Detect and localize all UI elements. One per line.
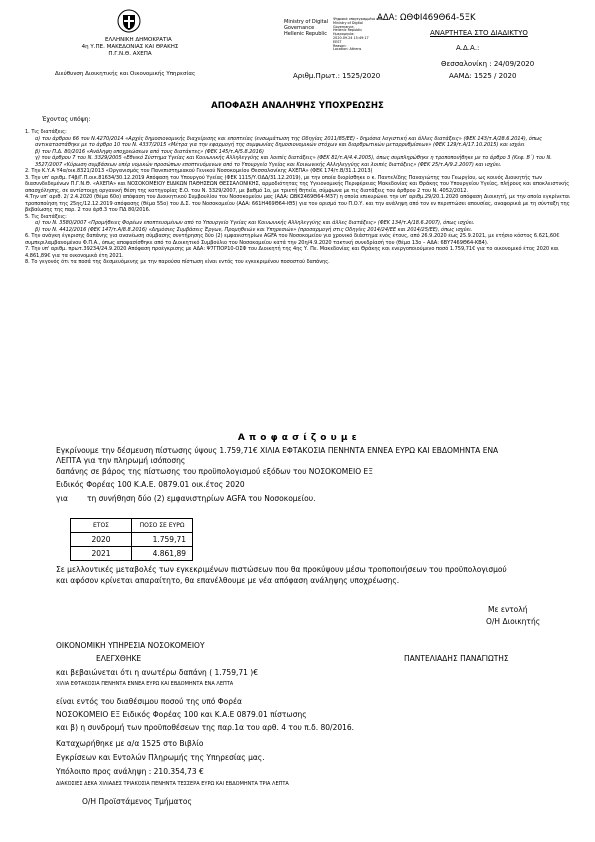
table-header: ΠΟΣΟ ΣΕ ΕΥΡΩ: [132, 519, 193, 533]
signature-role: Ο/Η Διοικητής: [486, 617, 541, 626]
signature-line: Ψηφιακά υπογεγραμμένο από: [333, 17, 383, 21]
consideration-item: 1. Τις διατάξεις:: [25, 129, 67, 135]
decision-line: ΛΕΠΤΑ για την πληρωμή ισόποσης: [56, 456, 186, 465]
audit-line: ΝΟΣΟΚΟΜΕΙΟ ΕΞ Ειδικός Φορέας 100 και Κ.Α.Ε 0879.01 πίστωσης: [56, 710, 307, 719]
decision-line: Ειδικός Φορέας 100 Κ.Α.Ε. 0879.01 οικ.έτος 2020: [56, 480, 245, 489]
amounts-table: [70, 518, 193, 561]
audit-line: Καταχωρήθηκε με α/α 1525 στο Βιβλίο: [56, 739, 204, 748]
audit-balance-words: ΔΙΑΚΟΣΙΕΣ ΔΕΚΑ ΧΙΛΙΑΔΕΣ ΤΡΙΑΚΟΣΙΑ ΠΕΝΗΝΤΑ ΤΕΣΣΕΡΑ ΕΥΡΩ ΚΑΙ ΕΒΔΟΜΗΝΤΑ ΤΡΙΑ ΛΕΠΤΑ: [56, 781, 289, 787]
note-line: και αφόσον κρίνεται απαραίτητο, θα επανέλθουμε με νέα απόφαση ανάληψης υποχρέωσης.: [56, 576, 400, 585]
signature-line: EEST: [333, 39, 342, 44]
signature-line: Location: Athens: [333, 47, 362, 52]
signatory-name: ΠΑΝΤΕΛΙΑΔΗΣ ΠΑΝΑΓΙΩΤΗΣ: [404, 654, 509, 663]
consideration-item: 4.Την υπ' αριθ. 2/ 2.4.2020 (θέμα 60ο) απόφαση του Διοικητικού Συμβουλίου του Νοσοκομείου μας (ΑΔΑ: ΩΒΚΣ469Θ64-Μ37) η οποία επικυρώνει την υπ' αριθμ.29/20.1.2020 απόφαση Διοικητή, με την οποία εγκρίνεται τροποποίηση της 25ης/12.12.2019 απόφασης (θέμα 55ο) του Δ.Σ. του Νοσοκομείου (ΑΔΑ: 661Η469Θ64-ΙΘ5) για τον ορισμό του Π.Ο.Υ. και την ανάληψη από τον εν περιπτώσει απουσίας, αναφορικά με τη σύνταξη της βεβαίωσης της παρ. 2 του άρθ.3 του ΠΔ 80/2016.: [25, 194, 570, 213]
department-head: Ο/Η Προϊστάμενος Τμήματος: [82, 797, 192, 806]
audit-line: Εγκρίσεων και Εντολών Πληρωμής της Υπηρεσίας μας.: [56, 753, 265, 762]
for-label: για: [56, 494, 68, 503]
ministry-line: Governance: [284, 25, 315, 31]
table-row: [71, 533, 193, 547]
audit-line: και βεβαιώνεται ότι η ανωτέρω δαπάνη ( 1.759,71 )€: [56, 668, 258, 677]
consideration-item: α) του άρθρου 66 του Ν.4270/2014 «Αρχές δημοσιονομικής διαχείρισης και εποπτείας (ενσωμάτωση της Οδηγίας 2011/85/ΕΕ) - δημόσια λογιστική και άλλες διατάξεις» (ΦΕΚ 143/τ.Α/28.6.2014), όπως αντικαταστάθηκε με το άρθρο 10 του Ν. 4337/2015 «Μέτρα για την εφαρμογή της συμφωνίας δημοσιονομικών στόχων και διαρθρωτικών μεταρρυθμίσεων» (ΦΕΚ 129/τ.Α/17.10.2015) και ισχύει: [35, 135, 543, 148]
signature-line: 2020.09.24 15:49:17: [333, 35, 369, 40]
audit-line: και β) η συνδρομή των προϋποθέσεων της παρ.1α του αρθ. 4 του π.δ. 80/2016.: [56, 723, 355, 732]
for-text: τη συνήθηση δύο (2) εμφανιστηρίων AGFA του Νοσοκομείου.: [87, 494, 316, 503]
decision-line: Εγκρίνουμε την δέσμευση πίστωσης ύψους 1.759,71€ ΧΙΛΙΑ ΕΦΤΑΚΟΣΙΑ ΠΕΝΗΝΤΑ ΕΝΝΕΑ ΕΥΡΩ ΚΑΙ ΕΒΔΟΜΗΝΤΑ ΕΝΑ: [56, 446, 499, 455]
consideration-item: 5. Τις διατάξεις:: [25, 213, 67, 220]
publish-notice: ΑΝΑΡΤΗΤΕΑ ΣΤΟ ΔΙΑΔΙΚΤΥΟ: [430, 29, 528, 37]
consideration-item: 6. Την ανάγκη έγκρισης δαπάνης για ανανέωση σύμβασης συντήρησης δύο (2) εμφανιστηρίων AGFA του Νοσοκομείου για χρονικό διάστημα ενός έτους, από 26.9.2020 έως 25.9.2021, με ετήσιο κόστος 6.621,60€ συμπεριλαμβανομένου Φ.Π.Α., όπως αποφασίσθηκε από το Διοικητικό Συμβούλιο του Νοσοκομείου κατά την 20η/4.9.2020 τακτική συνεδρίασή του (θέμα 13ο – ΑΔΑ: 6ΒΥ7469Θ64-ΚΒ4).: [25, 233, 560, 246]
audit-line: είναι εντός του διαθέσιμου ποσού της υπό Φορέα: [56, 697, 242, 706]
consideration-item: β) του Π.Δ. 80/2016 «Ανάληψη υποχρεώσεων από τους διατάκτες» (ΦΕΚ 145/τ.Α/5.8.2016): [35, 148, 264, 155]
consideration-item: γ) του άρθρου 7 του Ν. 3329/2005 «Εθνικό Σύστημα Υγείας και Κοινωνικής Αλληλεγγύης και λοιπές διατάξεις» (ΦΕΚ 81/τ.Α/4.4.2005), όπως συμπληρώθηκε η τροποποιήθηκε με το άρθρο 3 (Κεφ. Β΄) του Ν. 3527/2007 «Κύρωση συμβάσεων υπέρ νομικών προσώπων εποπτευόμενων από το Υπουργείο Υγείας και Κοινωνικής Αλληλεγγύης και λοιπές διατάξεις» (ΦΕΚ 25/τ.Α/9.2.2007) και ισχύει.: [35, 155, 552, 168]
ministry-block: [284, 19, 328, 37]
table-cell: 2021: [71, 547, 132, 561]
department: Διεύθυνση Διοικητικής και Οικονομικής Υπηρεσίας: [55, 71, 196, 77]
signature-order: Με εντολή: [488, 605, 528, 614]
place-date: Θεσσαλονίκη : 24/09/2020: [441, 60, 535, 68]
consideration-item: 2. Την Κ.Υ.Α Υ4α/οικ.8321/2013 «Οργανισμός του Πανεπιστημιακού Γενικού Νοσοκομείου Θεσσαλονίκης ΑΧΕΠΑ» (ΦΕΚ 174/τ.Β/31.1.2013): [25, 168, 373, 174]
note-line: Σε μελλοντικές μεταβολές των εγκεκριμένων πιστώσεων που θα προκύψουν μέσω τροποποιήσεων του προϋπολογισμού: [56, 565, 507, 574]
org-line: ΕΛΛΗΝΙΚΗ ΔΗΜΟΚΡΑΤΙΑ: [105, 37, 172, 43]
decision-heading: Α π ο φ α σ ί ζ ο υ μ ε: [237, 433, 358, 443]
table-cell: 1.759,71: [132, 533, 193, 547]
protocol-number: Αριθμ.Πρωτ.: 1525/2020: [293, 72, 381, 80]
audit-amount-words: ΧΙΛΙΑ ΕΦΤΑΚΟΣΙΑ ΠΕΝΗΝΤΑ ΕΝΝΕΑ ΕΥΡΩ ΚΑΙ ΕΒΔΟΜΗΝΤΑ ΕΝΑ ΛΕΠΤΑ: [56, 681, 234, 687]
org-block: [105, 37, 172, 44]
signature-line: Hellenic Republic: [333, 28, 363, 33]
audit-balance: Υπόλοιπο προς ανάληψη : 210.354,73 €: [56, 767, 204, 776]
audit-checked: ΕΛΕΓΧΘΗΚΕ: [96, 654, 142, 663]
table-header-row: [71, 519, 193, 533]
signature-line: Ημερομηνία:: [333, 32, 355, 37]
consideration-item: β) του Ν. 4412/2016 (ΦΕΚ 147/τ.Α/8.8.2016) «Δημόσιες Συμβάσεις Έργων, Προμηθειών και Υπηρεσιών» (προσαρμογή στις Οδηγίες 2014/24/ΕΕ και 2014/25/ΕΕ), όπως ισχύει.: [35, 226, 473, 233]
audit-service: ΟΙΚΟΝΟΜΙΚΗ ΥΠΗΡΕΣΙΑ ΝΟΣΟΚΟΜΕΙΟΥ: [56, 641, 205, 650]
org-line-2: 4η Υ.ΠΕ. ΜΑΚΕΔΟΝΙΑΣ ΚΑΙ ΘΡΑΚΗΣ: [81, 44, 179, 50]
consideration-item: 3. Την υπ' αριθμ. Γ4β/Γ.Π.οικ.81634/30.12.2019 Απόφαση του Υπουργού Υγείας (ΦΕΚ 1115/Υ.ΟΔΔ/31.12.2019), με την οποία διορίσθηκε ο κ. Παντελίδης Παναγιώτης του Γεωργίου, ως κοινός Διοικητής των διασυνδεδεμένων Π.Γ.Ν.Θ. «ΑΧΕΠΑ» και ΝΟΣΟΚΟΜΕΙΟΥ ΕΙΔΙΚΩΝ ΠΑΘΗΣΕΩΝ ΘΕΣΣΑΛΟΝΙΚΗΣ, αρμοδιότητας της Υγειονομικής Περιφέρειας Μακεδονίας και Θράκης του Υπουργείου Υγείας, πλήρους και αποκλειστικής απασχόλησης, σε αντίστοιχη οργανική θέση της κατηγορίας Ε.Ο. του Ν. 3329/2007, με βαθμό 1ο, με τριετή θητεία, σύμφωνα με τις διατάξεις του άρθρου 2 του Ν. 4052/2012.: [25, 174, 570, 194]
consideration-item: 7. Την υπ' αριθμ. πρωτ.39234/24.9.2020 Απόφαση προέγκρισης με ΑΔΑ: Ψ7ΓΠΟΡ10-ΟΣΦ του Διοικητή της 4ης Υ. Πε. Μακεδονίας και Θράκης και ενεργοποιούμενο ποσό 1.759,71€ για το οικονομικό έτος 2020 και 4.861,89€ για τα οικονομικά έτη 2021.: [25, 246, 559, 259]
aamd-number: ΑΑΜΔ: 1525 / 2020: [449, 72, 517, 80]
document-title: ΑΠΟΦΑΣΗ ΑΝΑΛΗΨΗΣ ΥΠΟΧΡΕΩΣΗΣ: [211, 101, 384, 111]
considerations-list: [25, 129, 580, 266]
ministry-line: Hellenic Republic: [284, 31, 327, 37]
table-cell: 4.861,89: [132, 547, 193, 561]
signature-line: Reason:: [333, 43, 347, 48]
digital-signature-block: [333, 18, 383, 52]
consideration-item: 8. Το γεγονός ότι τα ποσά της δεσμευόμενης με την παρούσα πίστωση είναι εντός του εγκεκριμένου ποσοστού δαπάνης.: [25, 259, 330, 265]
signature-line: Governance,: [333, 24, 355, 29]
table-header: ΕΤΟΣ: [71, 519, 132, 533]
table-row: [71, 547, 193, 561]
ministry-line: Ministry of Digital: [284, 19, 329, 25]
ada-label: Α.Δ.Α.:: [456, 44, 480, 52]
signature-line: Ministry of Digital: [333, 20, 363, 25]
table-cell: 2020: [71, 533, 132, 547]
intro-text: Έχοντας υπόψη:: [42, 116, 91, 123]
decision-line: δαπάνης σε βάρος της πίστωσης του προϋπολογισμού εξόδων του ΝΟΣΟΚΟΜΕΙΟ ΕΞ: [56, 467, 373, 476]
coat-of-arms-icon: [116, 8, 142, 34]
org-line-3: Π.Γ.Ν.Θ. ΑΧΕΠΑ: [108, 51, 152, 57]
ada-number: ΑΔΑ: ΩΘΦΙ469Θ64-5ΞΚ: [377, 13, 476, 23]
consideration-item: α) του Ν. 3580/2007 «Προμήθειες Φορέων εποπτευομένων από το Υπουργείο Υγείας και Κοινωνικής Αλληλεγγύης και άλλες διατάξεις» (ΦΕΚ 134/τ.Α/18.6.2007), όπως ισχύει.: [35, 220, 475, 226]
